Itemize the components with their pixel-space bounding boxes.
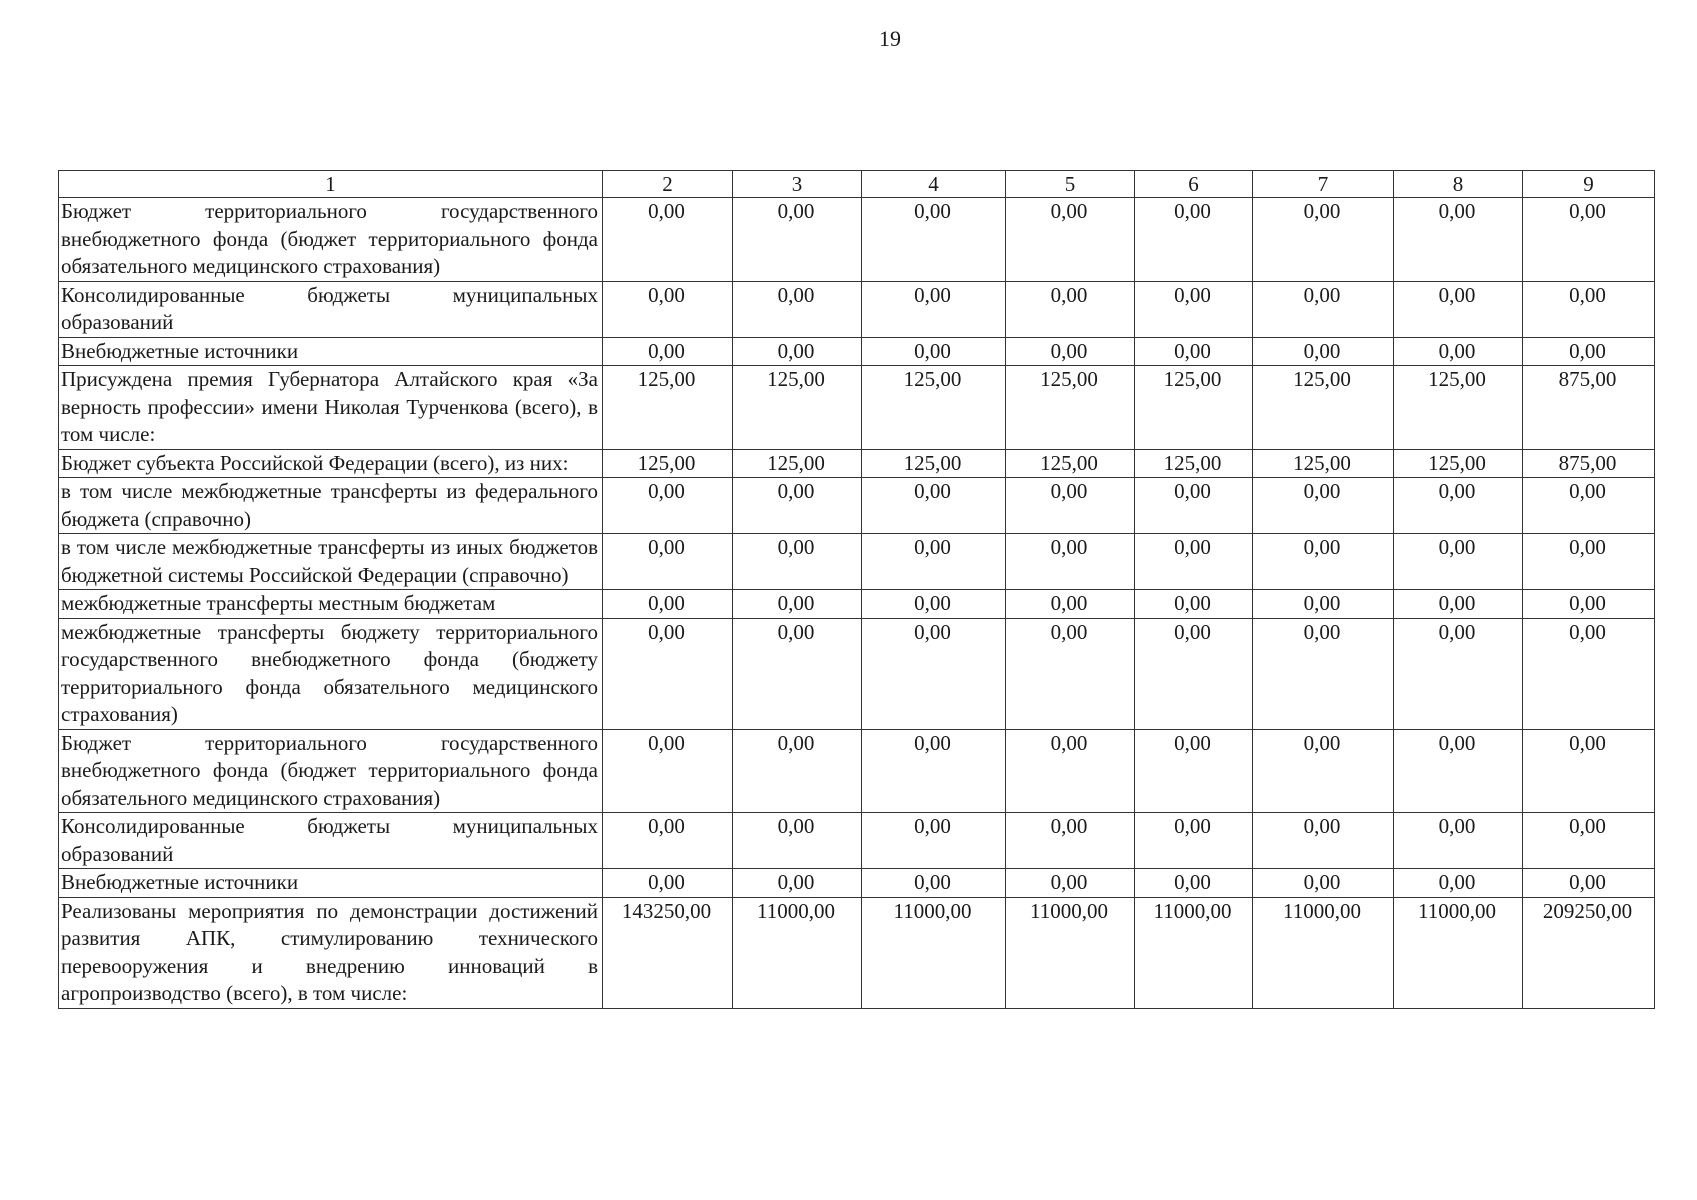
row-value: 125,00 bbox=[603, 449, 733, 478]
column-header: 9 bbox=[1523, 171, 1655, 198]
header-row bbox=[59, 171, 1655, 198]
row-value: 0,00 bbox=[1523, 729, 1655, 813]
column-header: 8 bbox=[1394, 171, 1523, 198]
row-value: 0,00 bbox=[1253, 337, 1394, 366]
row-label: Бюджет территориального государственного внебюджетного фонда (бюджет территориального фонда обязательного медицинского страхования) bbox=[59, 729, 603, 813]
table-row bbox=[59, 897, 1655, 1008]
row-value: 0,00 bbox=[603, 590, 733, 619]
row-value: 0,00 bbox=[1006, 869, 1135, 898]
row-value: 0,00 bbox=[1253, 729, 1394, 813]
row-value: 0,00 bbox=[1253, 813, 1394, 869]
row-value: 0,00 bbox=[1394, 813, 1523, 869]
row-value: 0,00 bbox=[1523, 478, 1655, 534]
row-value: 125,00 bbox=[1253, 366, 1394, 450]
row-value: 0,00 bbox=[1523, 813, 1655, 869]
table-row bbox=[59, 478, 1655, 534]
row-value: 0,00 bbox=[603, 869, 733, 898]
row-label: Консолидированные бюджеты муниципальных образований bbox=[59, 281, 603, 337]
column-header: 2 bbox=[603, 171, 733, 198]
row-label: в том числе межбюджетные трансферты из иных бюджетов бюджетной системы Российской Федерации (справочно) bbox=[59, 534, 603, 590]
row-value: 0,00 bbox=[862, 478, 1006, 534]
table-row bbox=[59, 869, 1655, 898]
row-value: 0,00 bbox=[1253, 478, 1394, 534]
row-label: Консолидированные бюджеты муниципальных образований bbox=[59, 813, 603, 869]
row-value: 125,00 bbox=[603, 366, 733, 450]
row-label: Присуждена премия Губернатора Алтайского края «За верность профессии» имени Николая Турченкова (всего), в том числе: bbox=[59, 366, 603, 450]
table-row bbox=[59, 590, 1655, 619]
table-row bbox=[59, 337, 1655, 366]
row-value: 0,00 bbox=[1006, 198, 1135, 282]
row-value: 0,00 bbox=[1006, 534, 1135, 590]
row-label: межбюджетные трансферты бюджету территориального государственного внебюджетного фонда (бюджету территориального фонда обязательного медицинского страхования) bbox=[59, 618, 603, 729]
row-value: 0,00 bbox=[1253, 198, 1394, 282]
row-value: 0,00 bbox=[1253, 618, 1394, 729]
row-value: 11000,00 bbox=[862, 897, 1006, 1008]
row-value: 0,00 bbox=[1394, 281, 1523, 337]
row-value: 0,00 bbox=[1135, 337, 1253, 366]
row-value: 0,00 bbox=[603, 813, 733, 869]
row-value: 0,00 bbox=[1523, 198, 1655, 282]
row-value: 0,00 bbox=[862, 729, 1006, 813]
row-value: 0,00 bbox=[862, 618, 1006, 729]
row-value: 0,00 bbox=[1394, 198, 1523, 282]
row-value: 0,00 bbox=[733, 869, 862, 898]
row-value: 0,00 bbox=[862, 337, 1006, 366]
row-value: 0,00 bbox=[603, 337, 733, 366]
row-value: 125,00 bbox=[1394, 366, 1523, 450]
row-value: 0,00 bbox=[1523, 281, 1655, 337]
row-value: 0,00 bbox=[1135, 729, 1253, 813]
row-value: 0,00 bbox=[1523, 869, 1655, 898]
row-label: Бюджет субъекта Российской Федерации (всего), из них: bbox=[59, 449, 603, 478]
row-value: 0,00 bbox=[1253, 281, 1394, 337]
row-value: 0,00 bbox=[603, 729, 733, 813]
row-value: 0,00 bbox=[1523, 618, 1655, 729]
row-value: 0,00 bbox=[862, 813, 1006, 869]
row-value: 0,00 bbox=[733, 281, 862, 337]
row-value: 0,00 bbox=[1523, 534, 1655, 590]
row-value: 0,00 bbox=[1135, 478, 1253, 534]
row-value: 125,00 bbox=[1135, 366, 1253, 450]
row-value: 125,00 bbox=[1253, 449, 1394, 478]
row-value: 0,00 bbox=[1135, 869, 1253, 898]
row-value: 0,00 bbox=[1394, 869, 1523, 898]
row-value: 125,00 bbox=[1006, 449, 1135, 478]
row-value: 0,00 bbox=[1253, 534, 1394, 590]
row-value: 11000,00 bbox=[733, 897, 862, 1008]
row-value: 0,00 bbox=[733, 729, 862, 813]
row-value: 125,00 bbox=[1135, 449, 1253, 478]
row-value: 0,00 bbox=[1006, 729, 1135, 813]
column-header: 3 bbox=[733, 171, 862, 198]
table-row bbox=[59, 281, 1655, 337]
row-value: 125,00 bbox=[1006, 366, 1135, 450]
table-row bbox=[59, 366, 1655, 450]
row-value: 125,00 bbox=[862, 449, 1006, 478]
row-value: 11000,00 bbox=[1253, 897, 1394, 1008]
row-value: 0,00 bbox=[1253, 590, 1394, 619]
row-value: 0,00 bbox=[862, 281, 1006, 337]
row-value: 0,00 bbox=[1394, 729, 1523, 813]
row-value: 0,00 bbox=[603, 534, 733, 590]
row-value: 125,00 bbox=[733, 366, 862, 450]
row-value: 0,00 bbox=[1135, 281, 1253, 337]
row-value: 0,00 bbox=[1523, 337, 1655, 366]
row-value: 875,00 bbox=[1523, 449, 1655, 478]
row-value: 0,00 bbox=[1135, 813, 1253, 869]
row-value: 0,00 bbox=[1135, 618, 1253, 729]
row-value: 0,00 bbox=[1006, 813, 1135, 869]
row-label: межбюджетные трансферты местным бюджетам bbox=[59, 590, 603, 619]
row-value: 0,00 bbox=[1394, 618, 1523, 729]
row-value: 0,00 bbox=[1394, 534, 1523, 590]
row-label: Внебюджетные источники bbox=[59, 337, 603, 366]
row-value: 0,00 bbox=[733, 590, 862, 619]
row-value: 0,00 bbox=[1523, 590, 1655, 619]
row-value: 0,00 bbox=[733, 618, 862, 729]
row-value: 0,00 bbox=[603, 618, 733, 729]
row-value: 125,00 bbox=[862, 366, 1006, 450]
row-label: Внебюджетные источники bbox=[59, 869, 603, 898]
column-header: 1 bbox=[59, 171, 603, 198]
row-value: 0,00 bbox=[603, 198, 733, 282]
row-value: 11000,00 bbox=[1135, 897, 1253, 1008]
row-value: 0,00 bbox=[733, 337, 862, 366]
row-value: 0,00 bbox=[1135, 198, 1253, 282]
column-header: 5 bbox=[1006, 171, 1135, 198]
row-value: 0,00 bbox=[1394, 590, 1523, 619]
row-value: 0,00 bbox=[1135, 590, 1253, 619]
row-label: в том числе межбюджетные трансферты из федерального бюджета (справочно) bbox=[59, 478, 603, 534]
table-row bbox=[59, 729, 1655, 813]
row-label: Реализованы мероприятия по демонстрации достижений развития АПК, стимулированию технического перевооружения и внедрению инноваций в агропроизводство (всего), в том числе: bbox=[59, 897, 603, 1008]
row-value: 875,00 bbox=[1523, 366, 1655, 450]
row-value: 0,00 bbox=[733, 813, 862, 869]
table-row bbox=[59, 449, 1655, 478]
table-row bbox=[59, 198, 1655, 282]
row-value: 209250,00 bbox=[1523, 897, 1655, 1008]
row-value: 0,00 bbox=[1006, 281, 1135, 337]
column-header: 6 bbox=[1135, 171, 1253, 198]
column-header: 7 bbox=[1253, 171, 1394, 198]
row-value: 0,00 bbox=[1394, 337, 1523, 366]
row-value: 143250,00 bbox=[603, 897, 733, 1008]
row-value: 0,00 bbox=[1006, 337, 1135, 366]
row-value: 0,00 bbox=[603, 478, 733, 534]
row-value: 0,00 bbox=[733, 198, 862, 282]
column-header: 4 bbox=[862, 171, 1006, 198]
row-value: 0,00 bbox=[1394, 478, 1523, 534]
row-value: 0,00 bbox=[603, 281, 733, 337]
row-value: 0,00 bbox=[1006, 478, 1135, 534]
row-value: 0,00 bbox=[862, 590, 1006, 619]
row-value: 125,00 bbox=[1394, 449, 1523, 478]
row-value: 0,00 bbox=[862, 869, 1006, 898]
row-value: 0,00 bbox=[733, 534, 862, 590]
row-value: 11000,00 bbox=[1394, 897, 1523, 1008]
table-row bbox=[59, 618, 1655, 729]
row-value: 0,00 bbox=[862, 534, 1006, 590]
row-value: 125,00 bbox=[733, 449, 862, 478]
row-value: 0,00 bbox=[1253, 869, 1394, 898]
row-value: 0,00 bbox=[1135, 534, 1253, 590]
row-label: Бюджет территориального государственного внебюджетного фонда (бюджет территориального фонда обязательного медицинского страхования) bbox=[59, 198, 603, 282]
row-value: 0,00 bbox=[1006, 590, 1135, 619]
budget-table bbox=[58, 170, 1655, 1009]
row-value: 0,00 bbox=[862, 198, 1006, 282]
row-value: 0,00 bbox=[733, 478, 862, 534]
row-value: 0,00 bbox=[1006, 618, 1135, 729]
table-row bbox=[59, 534, 1655, 590]
table-row bbox=[59, 813, 1655, 869]
page-number: 19 bbox=[879, 26, 901, 51]
row-value: 11000,00 bbox=[1006, 897, 1135, 1008]
